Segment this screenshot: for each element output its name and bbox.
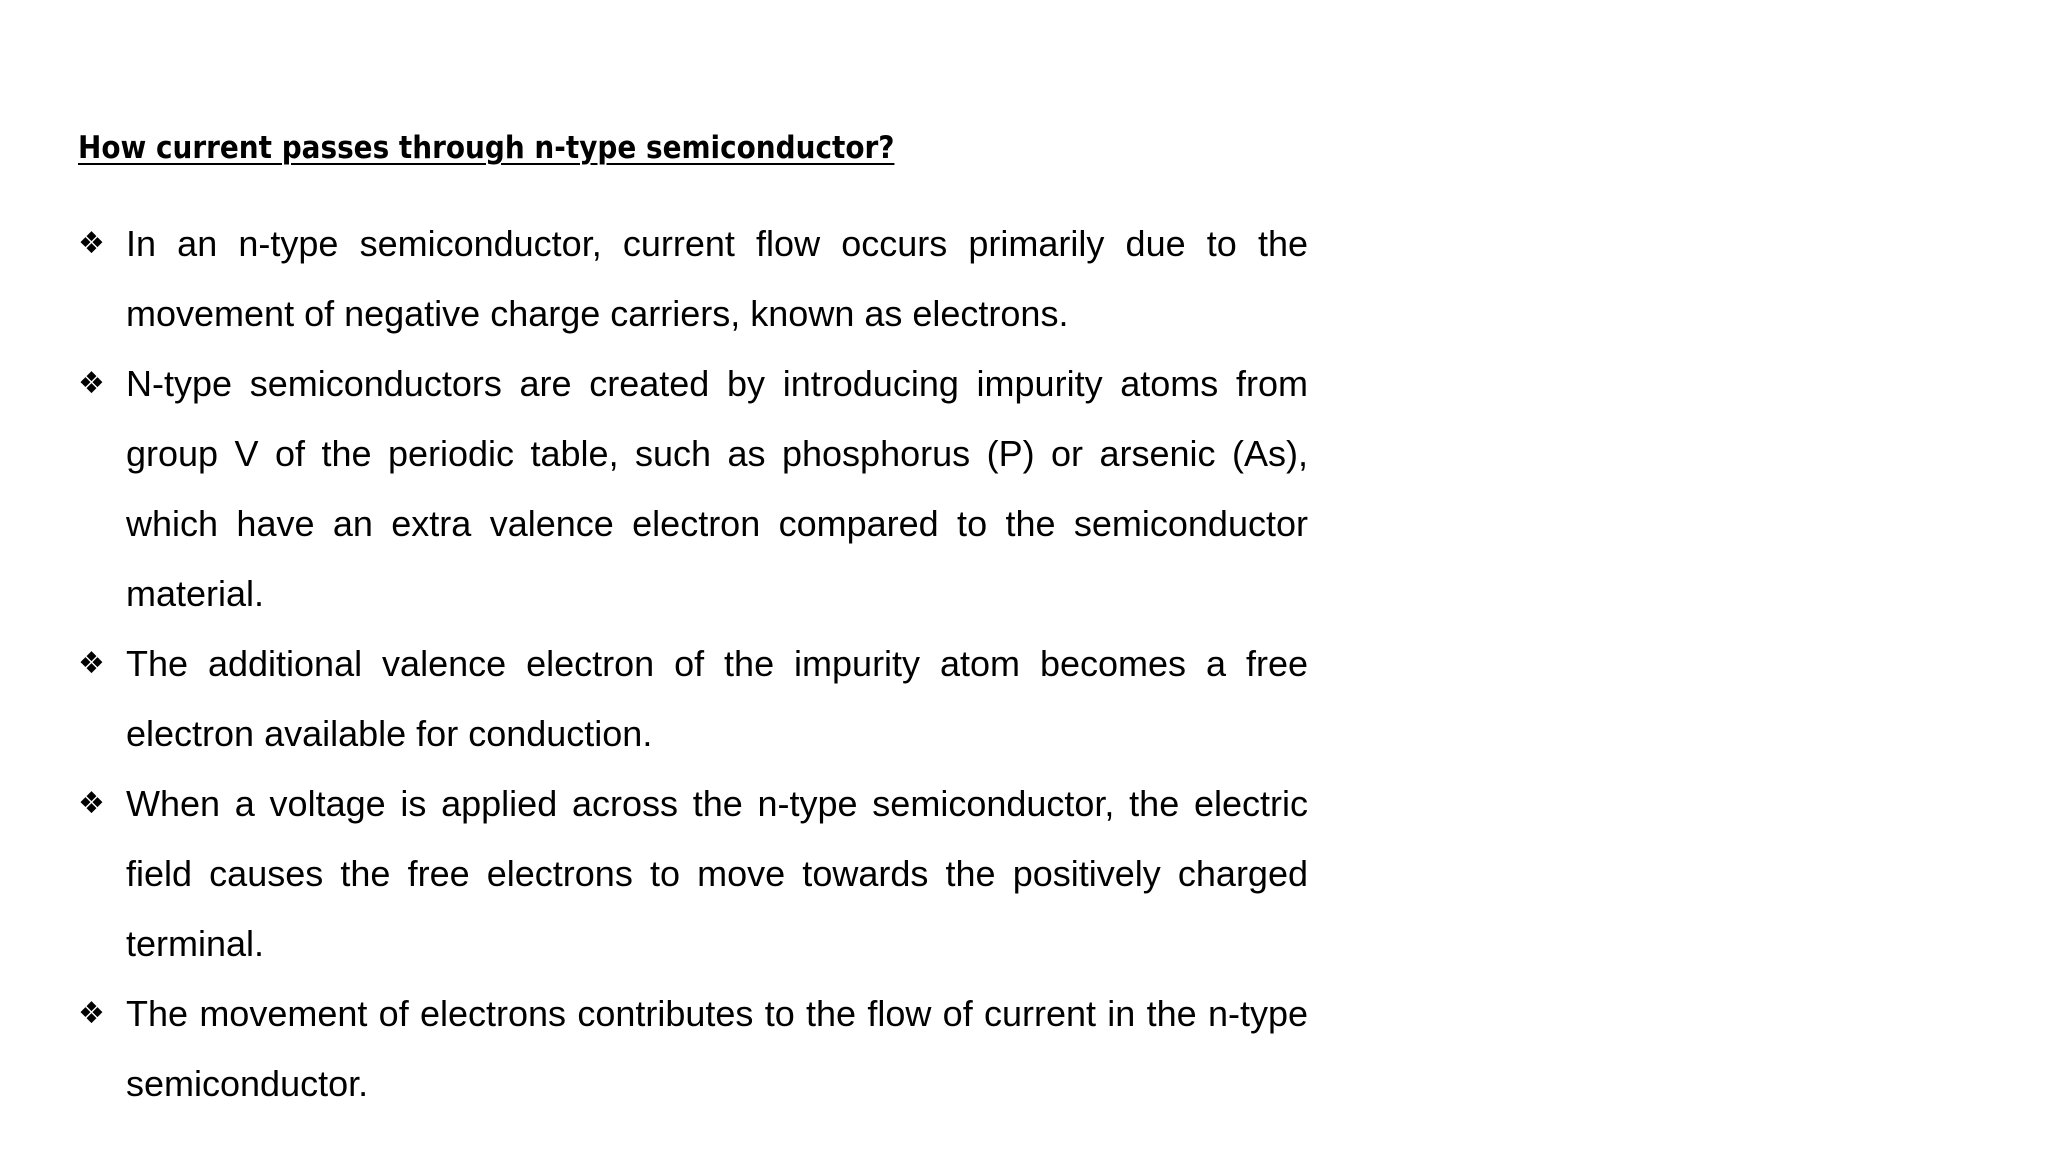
- bullet-item: [78, 209, 1308, 349]
- four-petal-diamond-icon: ❖: [78, 366, 105, 401]
- four-petal-diamond-icon: ❖: [78, 996, 105, 1031]
- bullet-text: The movement of electrons contributes to the flow of current in the n-type semiconductor.: [126, 993, 1308, 1104]
- bullet-text: In an n-type semiconductor, current flow occurs primarily due to the movement of negative charge carriers, known as electrons.: [126, 223, 1308, 334]
- four-petal-diamond-icon: ❖: [78, 226, 105, 261]
- bullet-item: [78, 769, 1308, 979]
- bullet-text: When a voltage is applied across the n-type semiconductor, the electric field causes the free electrons to move towards the positively charged terminal.: [126, 783, 1308, 964]
- four-petal-diamond-icon: ❖: [78, 646, 105, 681]
- four-petal-diamond-icon: ❖: [78, 786, 105, 821]
- bullet-item: [78, 979, 1308, 1119]
- bullet-item: [78, 349, 1308, 629]
- bullet-text: N-type semiconductors are created by introducing impurity atoms from group V of the periodic table, such as phosphorus (P) or arsenic (As), which have an extra valence electron compared to the semiconductor material.: [126, 363, 1308, 614]
- bullet-text: The additional valence electron of the impurity atom becomes a free electron available for conduction.: [126, 643, 1308, 754]
- bullet-list: [78, 209, 1308, 1119]
- bullet-item: [78, 629, 1308, 769]
- slide-heading: How current passes through n-type semiconductor?: [78, 130, 895, 166]
